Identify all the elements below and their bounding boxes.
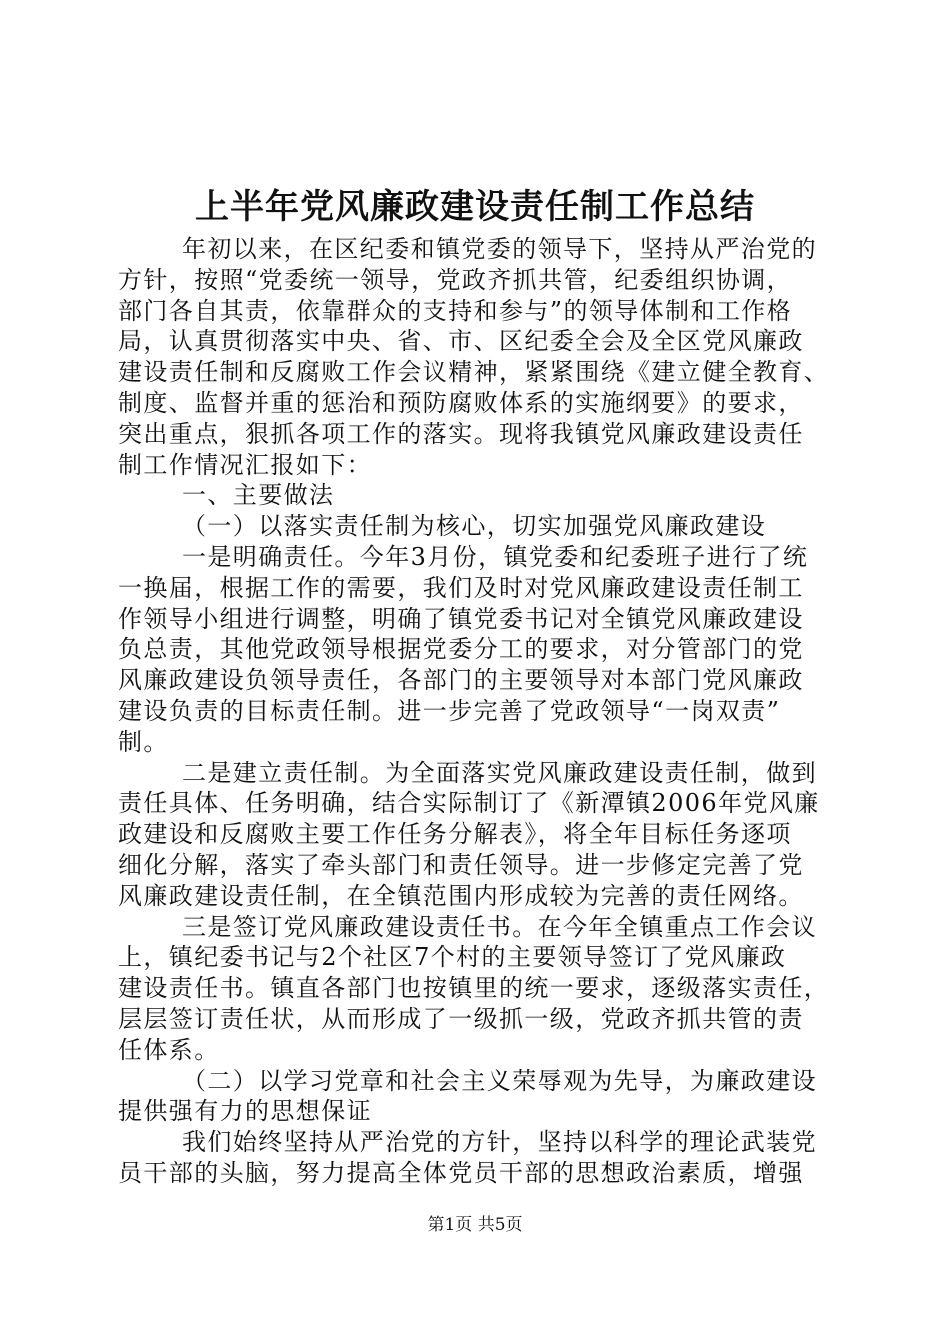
body-line: 三是签订党风廉政建设责任书。在今年全镇重点工作会议	[182, 912, 817, 941]
body-line: 年初以来，在区纪委和镇党委的领导下，坚持从严治党的	[182, 235, 817, 263]
body-line: 二是建立责任制。为全面落实党风廉政建设责任制，做到	[182, 758, 817, 787]
document-title: 上半年党风廉政建设责任制工作总结	[195, 187, 755, 227]
body-line: 责任具体、任务明确，结合实际制订了《新潭镇2006年党风廉	[118, 789, 820, 818]
subsection-heading-continued: 提供强有力的思想保证	[118, 1097, 372, 1126]
body-line: 部门各自其责，依靠群众的支持和参与”的领导体制和工作格	[118, 296, 793, 325]
body-line: 风廉政建设负领导责任，各部门的主要领导对本部门党风廉政	[118, 666, 804, 695]
body-line: 员干部的头脑，努力提高全体党员干部的思想政治素质，增强	[118, 1158, 804, 1187]
body-line: 风廉政建设责任制，在全镇范围内形成较为完善的责任网络。	[118, 881, 804, 910]
body-line: 我们始终坚持从严治党的方针，坚持以科学的理论武装党	[182, 1128, 817, 1157]
body-line: 建设负责的目标责任制。进一步完善了党政领导“一岗双责”	[118, 696, 781, 725]
body-line: 层层签订责任状，从而形成了一级抓一级，党政齐抓共管的责	[118, 1004, 804, 1033]
document-body	[118, 234, 838, 1189]
subsection-heading: （二）以学习党章和社会主义荣辱观为先导，为廉政建设	[182, 1066, 817, 1095]
body-line: 突出重点，狠抓各项工作的落实。现将我镇党风廉政建设责任	[118, 419, 804, 448]
body-line: 方针，按照“党委统一领导，党政齐抓共管，纪委组织协调，	[118, 265, 793, 294]
body-line: 制工作情况汇报如下：	[118, 450, 372, 479]
body-line: 细化分解，落实了牵头部门和责任领导。进一步修定完善了党	[118, 850, 804, 879]
body-line: 一换届，根据工作的需要，我们及时对党风廉政建设责任制工	[118, 573, 804, 602]
body-line: 作领导小组进行调整，明确了镇党委书记对全镇党风廉政建设	[118, 604, 804, 633]
body-line: 制。	[118, 727, 169, 756]
body-line: 建设责任书。镇直各部门也按镇里的统一要求，逐级落实责任，	[118, 974, 830, 1003]
subsection-heading: （一）以落实责任制为核心，切实加强党风廉政建设	[182, 512, 767, 541]
page-number-footer: 第1页 共5页	[427, 1215, 523, 1235]
body-line: 局，认真贯彻落实中央、省、市、区纪委全会及全区党风廉政	[118, 327, 804, 356]
body-line: 制度、监督并重的惩治和预防腐败体系的实施纲要》的要求，	[118, 388, 804, 417]
section-heading: 一、主要做法	[182, 481, 335, 510]
body-line: 负总责，其他党政领导根据党委分工的要求，对分管部门的党	[118, 635, 804, 664]
body-line: 一是明确责任。今年3月份，镇党委和纪委班子进行了统	[182, 542, 809, 571]
body-line: 上，镇纪委书记与2个社区7个村的主要领导签订了党风廉政	[118, 943, 787, 972]
body-line: 任体系。	[118, 1035, 220, 1064]
body-line: 政建设和反腐败主要工作任务分解表》，将全年目标任务逐项	[118, 820, 792, 849]
body-line: 建设责任制和反腐败工作会议精神，紧紧围绕《建立健全教育、	[118, 358, 830, 387]
